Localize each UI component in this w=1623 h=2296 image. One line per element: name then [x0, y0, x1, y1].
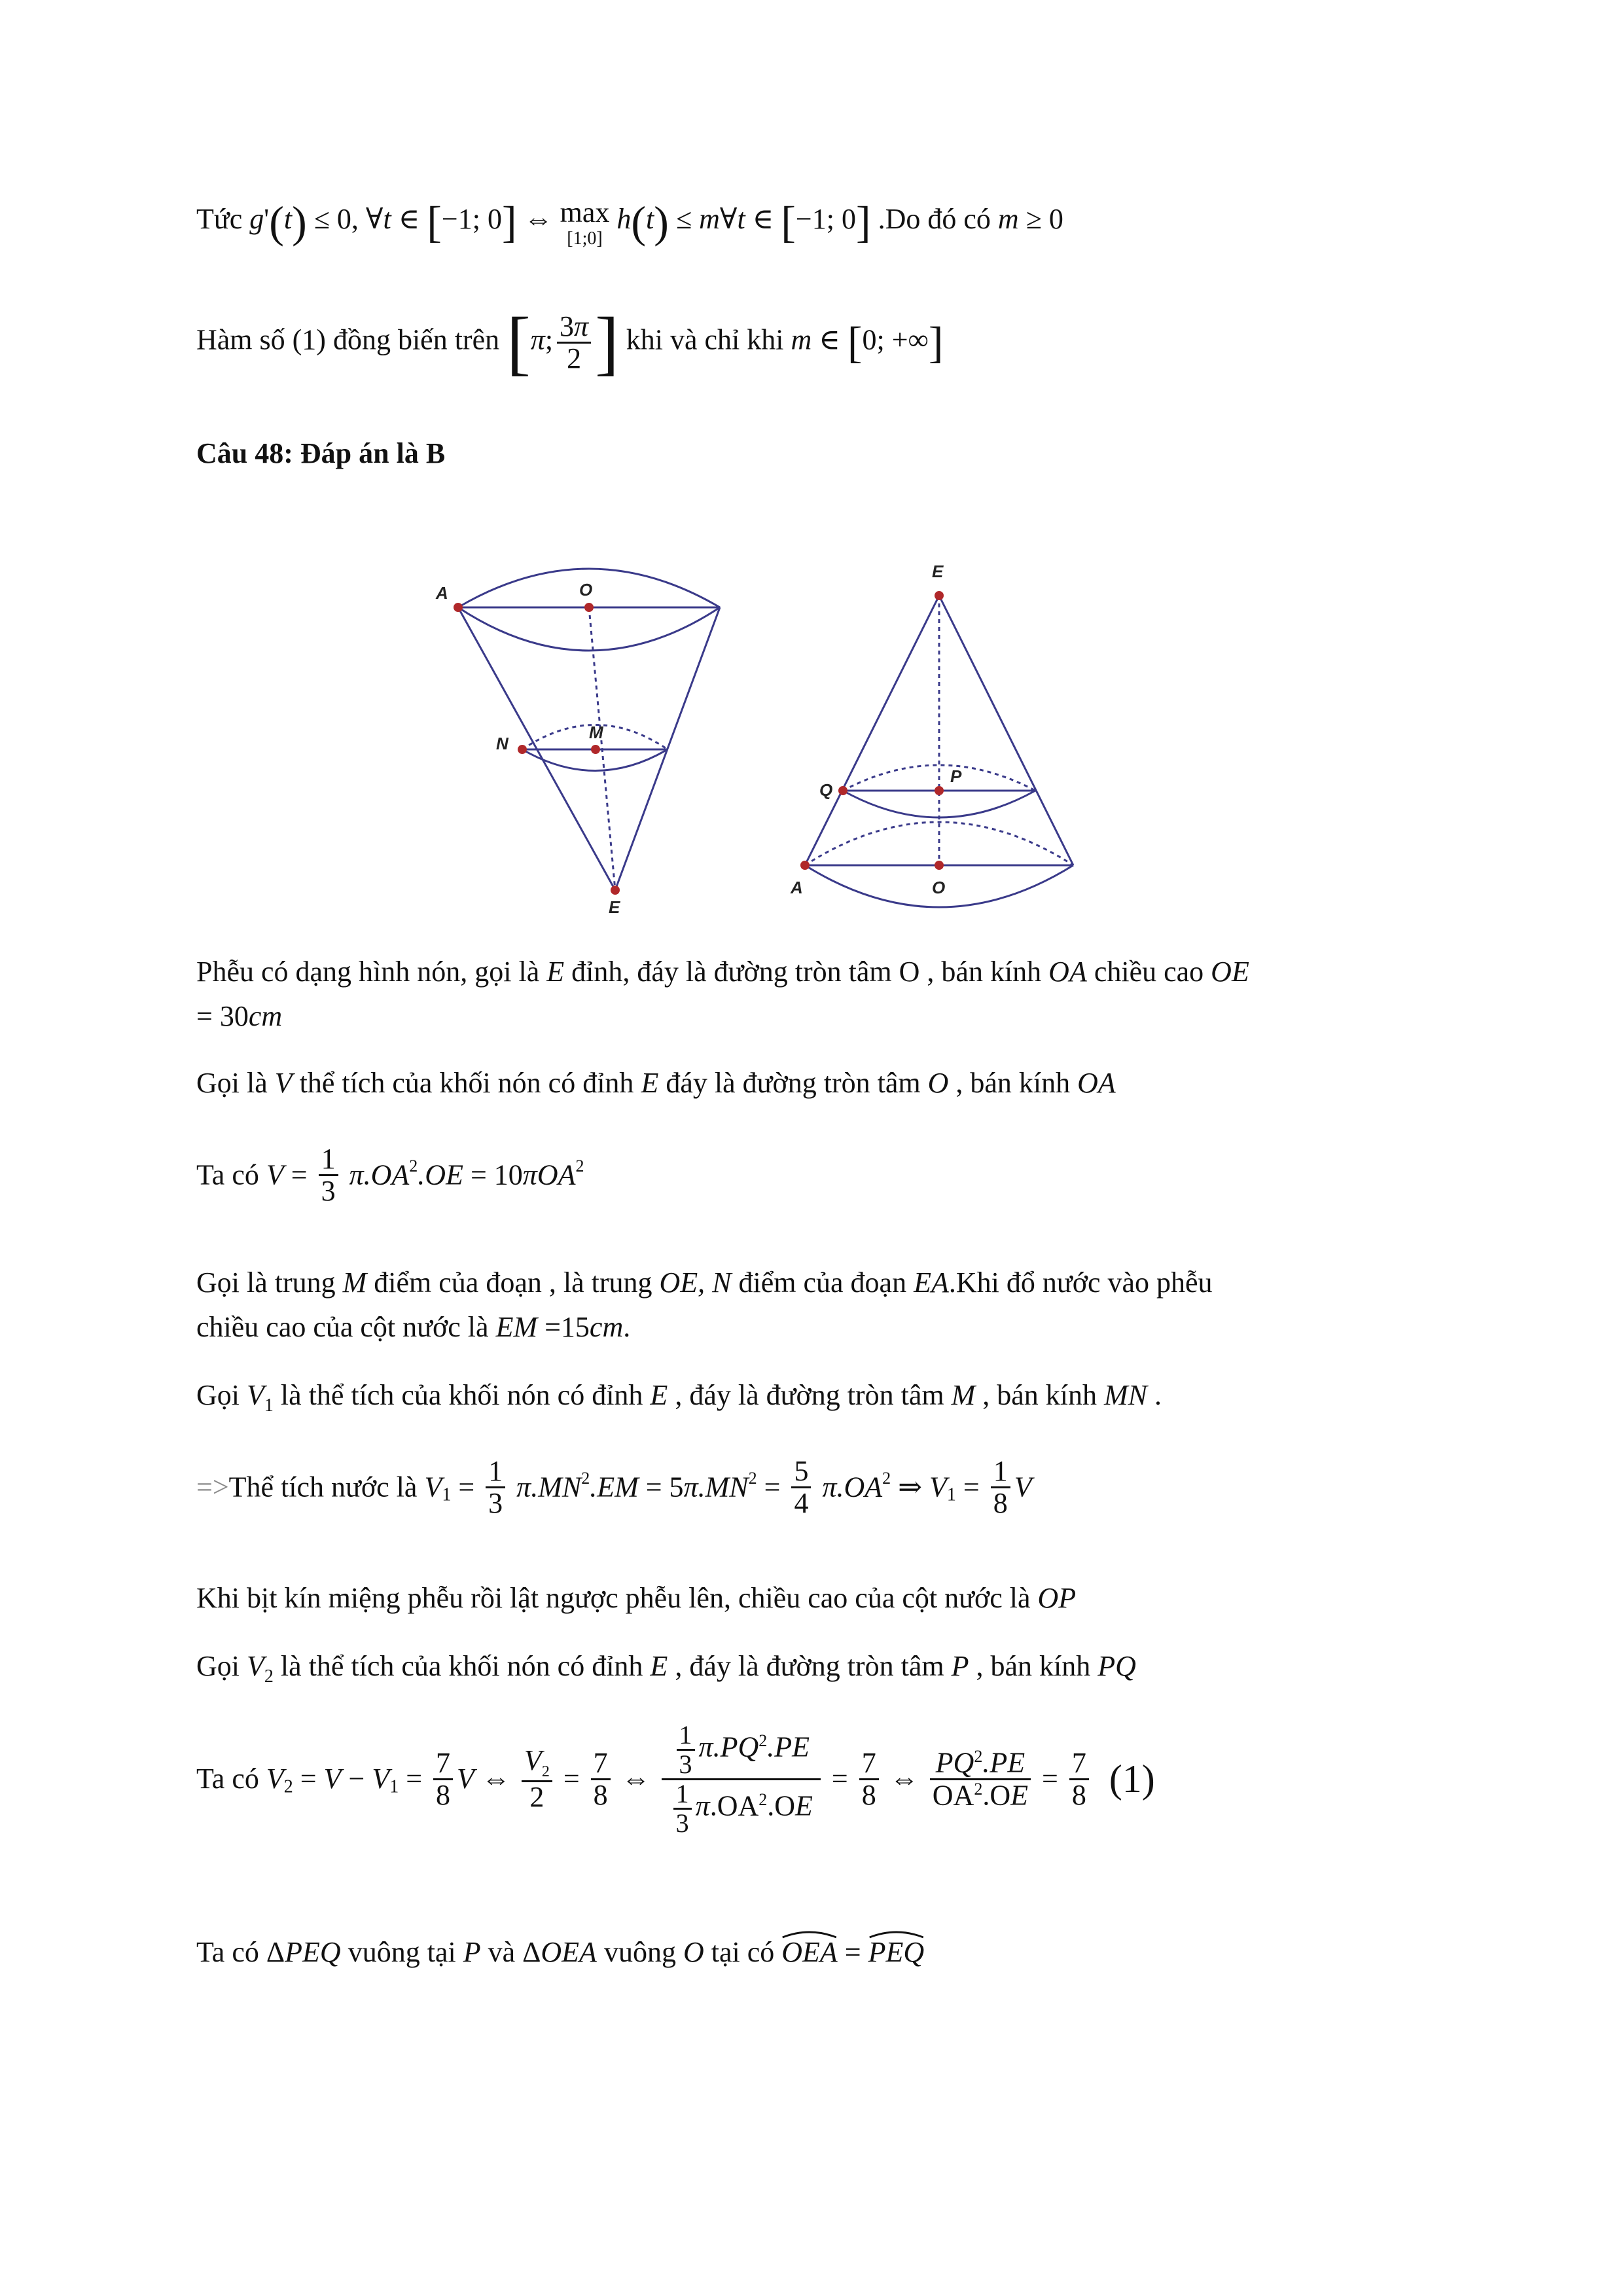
para-flip — [196, 1582, 1076, 1615]
p5-j: . — [1154, 1379, 1162, 1411]
p5-d: là thể tích của khối nón có đỉnh — [280, 1379, 643, 1411]
right-cone — [805, 596, 1073, 907]
p2-e: đáy là đường tròn tâm — [666, 1067, 921, 1099]
p10-c: P — [463, 1936, 481, 1968]
p4b-a: chiều cao của cột nước là — [196, 1311, 489, 1343]
p4-f: EA — [914, 1266, 949, 1299]
p8-a: Gọi — [196, 1650, 240, 1682]
para-cone-desc — [196, 956, 1249, 989]
label-Q: Q — [819, 780, 833, 800]
line-monotonic: Hàm số (1) đồng biến trên [π; $\frac{3\pi}{2}$ ] khi và chỉ khi m ∈ [0; +∞] — [196, 302, 944, 382]
p2-d: E — [641, 1067, 659, 1099]
cone-figure — [419, 504, 1106, 923]
p1-a: Phễu có dạng hình nón, gọi là — [196, 956, 540, 988]
p5-b: V — [247, 1379, 264, 1411]
para-midpoint-2 — [196, 1311, 630, 1344]
p7-op: OP — [1037, 1582, 1077, 1614]
p1-c: đỉnh, đáy là đường tròn tâm O , bán kính — [571, 956, 1042, 988]
label-O-left: O — [579, 580, 593, 600]
math-max: max [1;0] — [560, 196, 610, 249]
label-M: M — [589, 723, 603, 742]
text-ham-so: Hàm số (1) đồng biến trên — [196, 323, 500, 356]
para-cone-desc-2 — [196, 1000, 282, 1033]
para-V1-def — [196, 1379, 1162, 1416]
label-O-right: O — [932, 878, 946, 897]
p9-a: Ta có — [196, 1763, 259, 1795]
p1-h: cm — [248, 1000, 283, 1032]
formula-V: Ta có V = $\frac{1}{3}$ $\pi.OA^2.OE = 10\pi OA^2$ — [196, 1143, 584, 1208]
p4-b: M — [342, 1266, 367, 1299]
p4-c: điểm của đoạn , là trung — [374, 1266, 652, 1299]
p1-e: chiều cao — [1094, 956, 1204, 988]
label-E-right: E — [932, 562, 944, 581]
label-A-left: A — [436, 583, 448, 603]
p10-g: tại có — [711, 1936, 775, 1968]
p10-d: và — [488, 1936, 516, 1968]
label-N: N — [496, 734, 508, 753]
p1-f: OE — [1211, 956, 1249, 988]
p2-h: OA — [1077, 1067, 1116, 1099]
para-V2-def — [196, 1650, 1136, 1687]
p2-a: Gọi là — [196, 1067, 268, 1099]
text-tuc: Tức — [196, 203, 243, 236]
para-midpoint — [196, 1266, 1213, 1300]
p8-i: PQ — [1097, 1650, 1136, 1682]
p5-a: Gọi — [196, 1379, 240, 1411]
p10-e: vuông — [603, 1936, 676, 1968]
angle-PEQ: PEQ — [868, 1936, 925, 1969]
label-E-left: E — [609, 897, 620, 917]
p8-c: 2 — [264, 1666, 274, 1687]
p8-g: P — [951, 1650, 969, 1682]
p5-i: MN — [1104, 1379, 1147, 1411]
p2-c: thể tích của khối nón có đỉnh — [299, 1067, 634, 1099]
p7-text: Khi bịt kín miệng phễu rồi lật ngược phễu lên, chiều cao của cột nước là — [196, 1582, 1031, 1614]
p8-h: , bán kính — [976, 1650, 1091, 1682]
p9-tag: (1) — [1109, 1757, 1155, 1801]
p1-d: OA — [1048, 956, 1087, 988]
text-do-do-co: .Do đó có — [878, 203, 991, 236]
para-volume-def — [196, 1067, 1116, 1100]
p4-d: OE, N — [659, 1266, 732, 1299]
p8-d: là thể tích của khối nón có đỉnh — [280, 1650, 643, 1682]
p4-g: .Khi đổ nước vào phễu — [948, 1266, 1213, 1299]
p2-f: O — [927, 1067, 949, 1099]
p4-a: Gọi là trung — [196, 1266, 336, 1299]
p8-b: V — [247, 1650, 264, 1682]
p8-f: , đáy là đường tròn tâm — [675, 1650, 944, 1682]
math-g-prime: g — [249, 203, 264, 236]
p3-a: Ta có — [196, 1158, 259, 1191]
text-khi-va-chi-khi: khi và chỉ khi — [626, 323, 784, 356]
p5-e: E — [650, 1379, 668, 1411]
p10-b: vuông tại — [348, 1936, 456, 1968]
p5-c: 1 — [264, 1395, 274, 1416]
para-similar: Ta có ΔPEQ vuông tại P và ΔOEA vuông O tại có OEA = PEQ — [196, 1936, 924, 1969]
p10-f: O — [683, 1936, 704, 1968]
label-A-right: A — [791, 878, 803, 897]
p4-e: điểm của đoạn — [738, 1266, 907, 1299]
formula-V1: =>Thể tích nước là $V_1$ = $\frac{1}{3}$ $\pi.MN^2.EM = 5\pi.MN^2$ = $\frac{5}{4}$ $\pi.OA^2$ ⇒ $V_1$ = $\frac{1}{8}$ V — [196, 1455, 1032, 1520]
p5-h: , bán kính — [982, 1379, 1097, 1411]
formula-V2: Ta có $V_2 = V - V_1$ = $\frac{7}{8}$ V ⇔ $\frac{V_2}{2}$ = $\frac{7}{8}$ ⇔ $\frac{1}{3}$ $\pi.PQ^2.PE$ $\frac{1}{3}$ $\pi.OA^2.OE$ = $\frac{7}{8}$ ⇔ $\frac{PQ^2.PE}{OA^2.OE}$ = $\frac{7}{8}$ (1) — [196, 1720, 1155, 1838]
p4b-b: EM — [495, 1311, 538, 1343]
p10-a: Ta có — [196, 1936, 259, 1968]
p2-g: , bán kính — [955, 1067, 1071, 1099]
angle-OEA: OEA — [781, 1936, 838, 1969]
p4b-c: =15 — [544, 1311, 590, 1343]
label-P: P — [950, 766, 962, 786]
p1-b: E — [546, 956, 565, 988]
p1-g: = 30 — [196, 1000, 249, 1032]
p6-a: => — [196, 1471, 229, 1503]
p5-g: M — [951, 1379, 976, 1411]
p4b-e: . — [623, 1311, 631, 1343]
p5-f: , đáy là đường tròn tâm — [675, 1379, 944, 1411]
p4b-d: cm — [589, 1311, 624, 1343]
line-condition: Tức g'(t) ≤ 0, ∀t ∈ [−1; 0] ⇔ max [1;0] h(t) ≤ m∀t ∈ [−1; 0] .Do đó có m ≥ 0 — [196, 196, 1063, 249]
p8-e: E — [650, 1650, 668, 1682]
answer-heading: Câu 48: Đáp án là B — [196, 437, 446, 469]
p6-b: Thể tích nước là — [228, 1471, 418, 1503]
p2-b: V — [274, 1067, 293, 1099]
